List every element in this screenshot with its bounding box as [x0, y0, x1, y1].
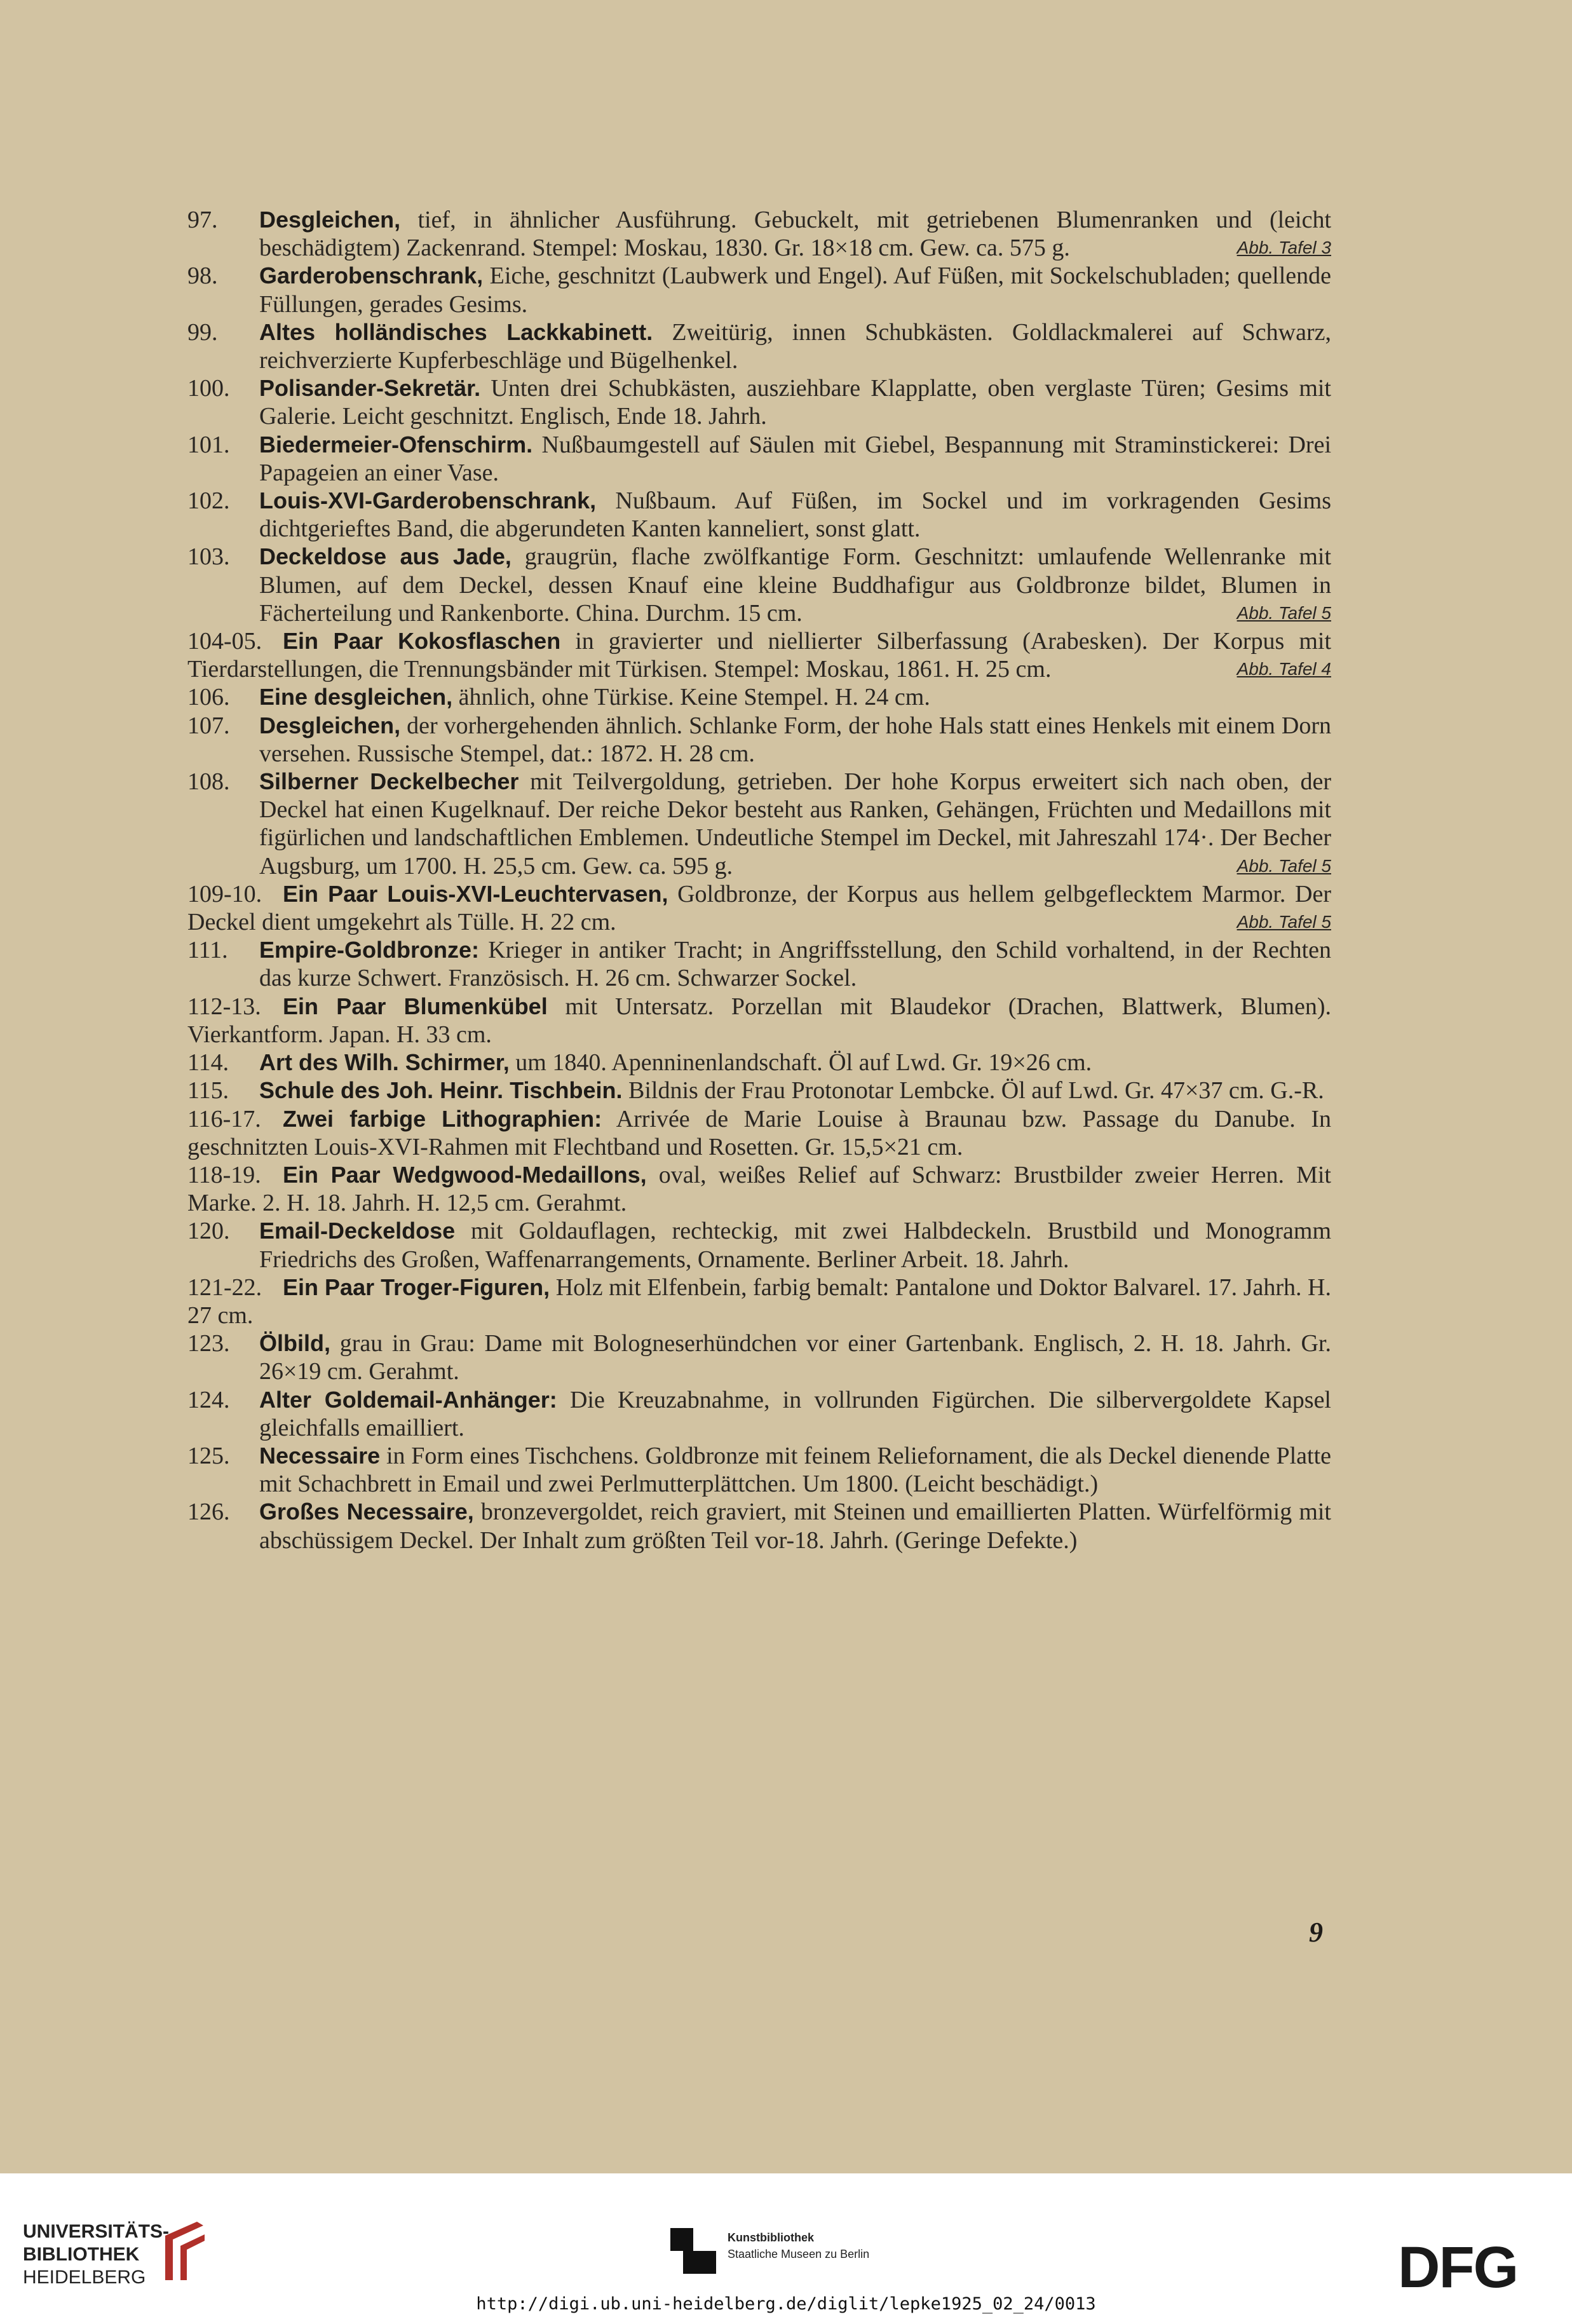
entry-title: Eine desgleichen,	[259, 684, 453, 710]
catalog-entry	[187, 880, 1331, 936]
entry-title: Louis-XVI-Garderobenschrank,	[259, 487, 597, 514]
plate-reference: Abb. Tafel 3	[1237, 238, 1331, 258]
catalog-entry	[187, 1498, 1331, 1554]
entry-description: graugrün, flache zwölfkantige Form. Geschnitzt: umlaufende Wellenranke mit Blumen, auf dem Deckel, dessen Knauf eine kleine Buddhafigur aus Goldbronze bildet, Blumen in Fächerteilung und Rankenborte. China. Durchm. 15 cm.	[259, 543, 1332, 627]
entry-title: Biedermeier-Ofenschirm.	[259, 431, 533, 458]
entry-description: in Form eines Tischchens. Goldbronze mit feinem Reliefornament, die als Deckel dienende Platte mit Schachbrett in Email und zwei Perlmutterplättchen. Um 1800. (Leicht beschädigt.)	[259, 1442, 1331, 1498]
entry-list	[187, 206, 1331, 1554]
entry-title: Ein Paar Blumenkübel	[283, 993, 548, 1019]
entry-description: um 1840. Apenninenlandschaft. Öl auf Lwd. Gr. 19×26 cm.	[509, 1049, 1092, 1077]
entry-number: 103.	[187, 543, 230, 571]
entry-number: 107.	[187, 712, 230, 739]
entry-description: ähnlich, ohne Türkise. Keine Stempel. H. 24 cm.	[452, 684, 930, 711]
catalog-entry	[187, 1049, 1331, 1077]
entry-title: Zwei farbige Lithographien:	[283, 1105, 602, 1132]
entry-number: 106.	[187, 684, 230, 711]
entry-description: Nußbaumgestell auf Säulen mit Giebel, Bespannung mit Straminstickerei: Drei Papageien an einer Vase.	[259, 431, 1331, 486]
entry-number: 125.	[187, 1442, 230, 1469]
entry-description: Goldbronze, der Korpus aus hellem gelbgeflecktem Marmor. Der Deckel dient umgekehrt als Tülle. H. 22 cm.	[187, 880, 1331, 936]
entry-description: mit Teilvergoldung, getrieben. Der hohe Korpus erweitert sich nach oben, der Deckel hat einen Kugelknauf. Der reiche Dekor besteht aus Ranken, Gehängen, Früchten und Medaillons mit figürlichen und landschaftlichen Emblemen. Undeutliche Stempel im Deckel, mit Jahreszahl 174·. Der Becher Augsburg, um 1700. H. 25,5 cm. Gew. ca. 595 g.	[259, 768, 1331, 880]
entry-number: 99.	[187, 318, 218, 346]
entry-title: Garderobenschrank,	[259, 262, 484, 289]
entry-description: Die Kreuzabnahme, in vollrunden Figürchen. Die silbervergoldete Kapsel gleichfalls emailliert.	[259, 1386, 1331, 1441]
entry-title: Alter Goldemail-Anhänger:	[259, 1386, 557, 1413]
kb-line-2: Staatliche Museen zu Berlin	[728, 2248, 870, 2260]
uni-line-2: BIBLIOTHEK	[23, 2244, 140, 2265]
entry-description: Bildnis der Frau Protonotar Lembcke. Öl auf Lwd. Gr. 47×37 cm. G.-R.	[622, 1077, 1324, 1104]
uni-line-3: HEIDELBERG	[23, 2267, 146, 2288]
entry-description: Holz mit Elfenbein, farbig bemalt: Pantalone und Doktor Balvarel. 17. Jahrh. H. 27 cm.	[187, 1274, 1331, 1329]
entry-number: 102.	[187, 487, 230, 515]
entry-number: 116-17.	[187, 1105, 261, 1132]
entry-description: Krieger in antiker Tracht; in Angriffsstellung, den Schild vorhaltend, in der Rechten das kurze Schwert. Französisch. H. 26 cm. Schwarzer Sockel.	[259, 937, 1331, 992]
entry-number: 118-19.	[187, 1161, 261, 1188]
entry-title: Ein Paar Wedgwood-Medaillons,	[283, 1161, 647, 1188]
entry-number: 124.	[187, 1386, 230, 1413]
university-emblem-icon	[159, 2217, 210, 2287]
entry-description: grau in Grau: Dame mit Bologneserhündchen vor einer Gartenbank. Englisch, 2. H. 18. Jahrh. Gr. 26×19 cm. Gerahmt.	[259, 1330, 1331, 1385]
university-library-logo[interactable]	[23, 2220, 169, 2289]
kb-line-1: Kunstbibliothek	[728, 2231, 814, 2244]
catalog-entry	[187, 262, 1331, 318]
uni-line-1: UNIVERSITÄTS-	[23, 2221, 170, 2242]
kunstbibliothek-logo-icon	[670, 2228, 716, 2274]
entry-description: Eiche, geschnitzt (Laubwerk und Engel). Auf Füßen, mit Sockelschubladen; quellende Füllungen, gerades Gesims.	[259, 262, 1331, 318]
catalog-entry	[187, 936, 1331, 992]
catalog-entry	[187, 712, 1331, 768]
catalog-entry	[187, 683, 1331, 711]
entry-title: Altes holländisches Lackkabinett.	[259, 318, 653, 345]
entry-title: Email-Deckeldose	[259, 1218, 456, 1244]
source-url[interactable]: http://digi.ub.uni-heidelberg.de/diglit/lepke1925_02_24/0013	[476, 2294, 1096, 2314]
entry-title: Polisander-Sekretär.	[259, 375, 481, 402]
catalog-entry	[187, 431, 1331, 487]
catalog-entry	[187, 993, 1331, 1049]
catalog-entry	[187, 768, 1331, 880]
entry-number: 112-13.	[187, 993, 261, 1020]
entry-number: 98.	[187, 262, 218, 290]
plate-reference: Abb. Tafel 4	[1237, 659, 1331, 679]
entry-number: 101.	[187, 431, 230, 458]
entry-description: Unten drei Schubkästen, ausziehbare Klapplatte, oben verglaste Türen; Gesims mit Galerie. Leicht geschnitzt. Englisch, Ende 18. Jahrh.	[259, 375, 1331, 430]
catalog-entry	[187, 318, 1331, 374]
catalog-entry	[187, 1077, 1331, 1104]
entry-title: Deckeldose aus Jade,	[259, 543, 512, 570]
entry-number: 111.	[187, 937, 228, 964]
entry-number: 108.	[187, 768, 230, 796]
catalog-entry	[187, 487, 1331, 543]
plate-reference: Abb. Tafel 5	[1237, 602, 1331, 623]
entry-title: Necessaire	[259, 1442, 381, 1469]
entry-description: Arrivée de Marie Louise à Braunau bzw. Passage du Danube. In geschnitzten Louis-XVI-Rahmen mit Flechtband und Rosetten. Gr. 15,5×21 cm.	[187, 1105, 1331, 1160]
entry-description: oval, weißes Relief auf Schwarz: Brustbilder zweier Herren. Mit Marke. 2. H. 18. Jahrh. H. 12,5 cm. Gerahmt.	[187, 1161, 1331, 1217]
entry-description: mit Untersatz. Porzellan mit Blaudekor (Drachen, Blattwerk, Blumen). Vierkantform. Japan. H. 33 cm.	[187, 993, 1331, 1048]
entry-title: Desgleichen,	[259, 207, 401, 233]
entry-description: der vorhergehenden ähnlich. Schlanke Form, der hohe Hals statt eines Henkels mit einem Dorn versehen. Russische Stempel, dat.: 1872. H. 28 cm.	[259, 712, 1331, 767]
entry-title: Ein Paar Troger-Figuren,	[283, 1274, 550, 1300]
entry-number: 123.	[187, 1330, 230, 1357]
page-number: 9	[1309, 1917, 1323, 1948]
entry-number: 97.	[187, 207, 218, 233]
catalog-entry	[187, 1105, 1331, 1161]
catalog-entry	[187, 206, 1331, 262]
entry-number: 115.	[187, 1077, 229, 1104]
entry-title: Empire-Goldbronze:	[259, 937, 480, 963]
entry-number: 109-10.	[187, 880, 262, 907]
catalog-entry	[187, 1274, 1331, 1329]
plate-reference: Abb. Tafel 5	[1237, 855, 1331, 876]
entry-number: 114.	[187, 1049, 229, 1077]
entry-description: Zweitürig, innen Schubkästen. Goldlackmalerei auf Schwarz, reichverzierte Kupferbeschläge und Bügelhenkel.	[259, 318, 1331, 374]
catalog-entry	[187, 1442, 1331, 1498]
entry-title: Desgleichen,	[259, 712, 401, 738]
entry-title: Ein Paar Kokosflaschen	[283, 628, 561, 655]
entry-title: Ölbild,	[259, 1330, 330, 1357]
catalog-entry	[187, 374, 1331, 430]
catalog-entry	[187, 1217, 1331, 1273]
entry-number: 121-22.	[187, 1274, 262, 1301]
entry-title: Großes Necessaire,	[259, 1498, 474, 1525]
entry-number: 100.	[187, 375, 230, 402]
kunstbibliothek-text	[728, 2229, 869, 2262]
entry-title: Silberner Deckelbecher	[259, 768, 519, 795]
entry-number: 120.	[187, 1218, 230, 1245]
entry-description: Nußbaum. Auf Füßen, im Sockel und im vorkragenden Gesims dichtgerieftes Band, die abgerundeten Kanten kanneliert, sonst glatt.	[259, 487, 1331, 543]
entry-description: tief, in ähnlicher Ausführung. Gebuckelt, mit getriebenen Blumenranken und (leicht beschädigtem) Zackenrand. Stempel: Moskau, 1830. Gr. 18×18 cm. Gew. ca. 575 g.	[259, 207, 1331, 262]
entry-title: Art des Wilh. Schirmer,	[259, 1049, 510, 1076]
entry-number: 104-05.	[187, 628, 262, 655]
catalog-entry	[187, 1386, 1331, 1442]
catalog-entry	[187, 1329, 1331, 1385]
dfg-logo[interactable]: DFG	[1398, 2235, 1518, 2300]
entry-description: bronzevergoldet, reich graviert, mit Steinen und emaillierten Platten. Würfelförmig mit abschüssigem Deckel. Der Inhalt zum größten Teil vor-18. Jahrh. (Geringe Defekte.)	[259, 1498, 1331, 1554]
entry-description: mit Goldauflagen, rechteckig, mit zwei Halbdeckeln. Brustbild und Monogramm Friedrichs des Großen, Waffenarrangements, Ornamente. Berliner Arbeit. 18. Jahrh.	[259, 1218, 1331, 1273]
entry-number: 126.	[187, 1498, 230, 1526]
entry-title: Ein Paar Louis-XVI-Leuchtervasen,	[283, 880, 668, 907]
catalog-entry	[187, 1161, 1331, 1217]
entry-description: in gravierter und niellierter Silberfassung (Arabesken). Der Korpus mit Tierdarstellungen, die Trennungsbänder mit Türkisen. Stempel: Moskau, 1861. H. 25 cm.	[187, 628, 1332, 683]
plate-reference: Abb. Tafel 5	[1237, 912, 1331, 932]
entry-title: Schule des Joh. Heinr. Tischbein.	[259, 1077, 623, 1104]
footer	[0, 2173, 1572, 2324]
catalog-entry	[187, 543, 1331, 627]
catalog-entry	[187, 627, 1331, 683]
